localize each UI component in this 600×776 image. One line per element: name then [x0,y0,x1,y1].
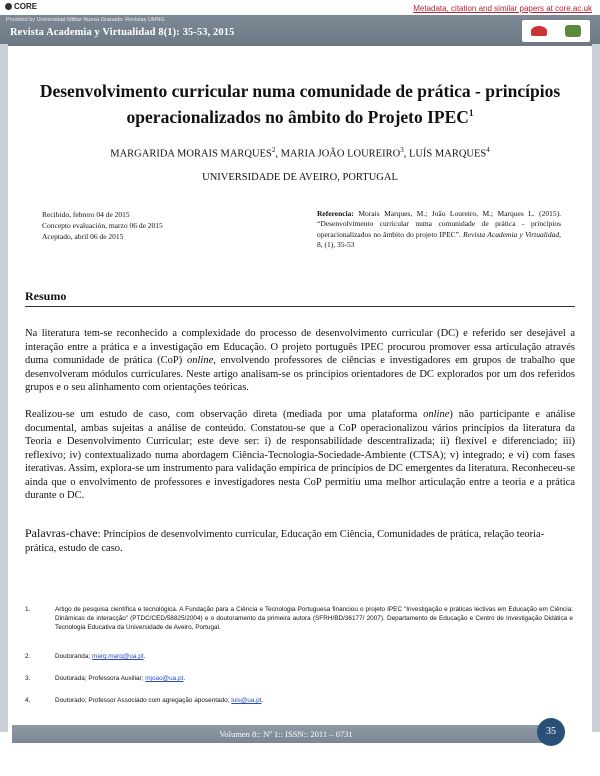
journal-logo-icon [565,25,581,37]
keywords [25,527,575,555]
reference-tail: , 8, (1), 35-53 [317,229,561,249]
footnote-number: 3. [25,675,31,682]
reference-journal: Revista Academia y Virtualidad [463,229,560,239]
abstract-p1-emphasis: online [187,355,214,366]
paper-title [20,80,580,128]
journal-header-title: Revista Academia y Virtualidad 8(1): 35-53, 2015 [10,27,235,38]
footnote-text-body: Doutorada; Professora Auxiliar; [55,675,146,682]
journal-logos [522,20,590,42]
abstract-p2-text-b: ) não participante e análise documental, ambas sujeitas a análise de conteúdo. Constatou-se que a CoP operacionalizou vários princípios da literatura da Teoria e Desenvolvimento Curricular; este deve ser: i) de responsabilidade descentralizada; ii) flexível e diferenciado; iii) reflexivo; iv) contextualizado numa abordagem Ciência-Tecnologia-Sociedade-Ambiente (CTSA); v) integrado; e vi) com fases iterativas. Assim, explora-se um instrumento para validação empírica de princípios de DC emergentes da literatura. Reconheceu-se ainda que o envolvimento de professores e investigadores nesta CoP permitiu uma melhor articulação entre a teoria e a prática durante o DC. [25,409,575,501]
abstract-p1-text-a: Na literatura tem-se reconhecido a complexidade do processo de desenvolvimento curricular (DC) e referido ser desejável a interação entre a prática e a investigação em Educação. O projeto português IPEC procurou promover essa articulação através duma comunidade de prática (CoP) [25,328,575,366]
resumo-divider [25,306,575,307]
core-logo-icon [5,3,12,10]
keywords-label: Palavras-chave [25,526,98,540]
author-3-marker: 4 [486,146,490,154]
footnote-text [55,696,573,705]
footnote-number: 4. [25,697,31,704]
citation-reference [317,209,561,250]
keywords-colon: : [97,529,104,540]
footnote-text-tail: . [261,697,264,704]
author-3: LUÍS MARQUES [408,148,487,160]
left-edge-mark [0,44,8,732]
footnote-text: Artigo de pesquisa científica e tecnológica. A Fundação para a Ciência e Tecnologia Portuguesa financiou o projeto IPEC “Investigação e práticas lectivas em Educação em Ciência: Dinâmicas de interacção” (PTDC/CED/58825/2004) e o doutoramento da primeira autora (SFRH/BD/36177/ 2007). Departamento de Educação e Centro de Investigação Didática e Tecnologia Educativa da Universidade de Aveiro, Portugal. [55,606,573,631]
reference-text: Morais Marques, M.; João Loureiro, M.; Marques L. (2015). “Desenvolvimento curricular numa comunidade de prática - princípios operacionalizados no âmbito do projeto IPEC”. [317,209,561,239]
author-1-marker: 2 [271,146,276,154]
abstract-p1-text-b: , envolvendo professores de ciências e investigadores em grupos de trabalho que desenvolveram módulos curriculares. Neste artigo analisam-se os princípios orientadores de DC explorados por um dos referidos grupos e o seu alinhamento com orientações teóricas. [25,355,575,393]
title-line-1: Desenvolvimento curricular numa comunidade de prática - princípios [39,81,561,101]
email-link[interactable]: marg.marq@ua.pt [91,653,144,660]
email-link[interactable]: mjoao@ua.pt [145,675,184,682]
date-accepted: Aceptado, abril 06 de 2015 [42,232,124,241]
authors: MARGARIDA MORAIS MARQUES$^2$, MARIA JOÃO LOUREIRO$^3$, LUÍS MARQUES$^4$ [110,146,490,160]
author-1: MARGARIDA MORAIS MARQUES [110,148,272,160]
footnote-text [55,674,573,683]
footnote-text [55,652,573,661]
core-logo[interactable] [5,2,37,11]
abstract-paragraph-2 [25,408,575,503]
date-received: Recibido, febrero 04 de 2015 [42,210,130,219]
footer-issn: Volumen 8:: Nº 1:: ISSN:: 2011 – 0731 [219,729,353,739]
abstract-p2-emphasis: online [423,409,450,420]
footnote-text-body: Doutoranda; [55,653,92,660]
core-logo-text: CORE [14,2,38,11]
core-metadata-link[interactable]: Metadata, citation and similar papers at core.ac.uk [413,4,592,13]
page-number: 35 [537,718,565,746]
footnote-text-body: Doutorado; Professor Associado com agregação aposentado; [55,697,232,704]
footnote-text-tail: . [183,675,186,682]
right-edge-mark [592,44,600,732]
reference-label: Referencia: [317,209,354,218]
article-dates [42,209,163,242]
university: UNIVERSIDADE DE AVEIRO, PORTUGAL [202,172,398,183]
abstract-paragraph-1 [25,327,575,395]
email-link[interactable]: luis@ua.pt [231,697,262,704]
footnote-number: 2. [25,653,31,660]
title-line-2: operacionalizados no âmbito do Projeto IPEC [126,106,469,127]
university-logo-icon [531,26,547,36]
abstract-p2-text-a: Realizou-se um estudo de caso, com observação direta (mediada por uma plataforma [25,409,424,420]
author-2-marker: 3 [400,146,404,154]
footnote-text-tail: . [143,653,146,660]
resumo-heading: Resumo [25,289,67,303]
author-2: MARIA JOÃO LOUREIRO [280,148,401,160]
footnote-number: 1. [25,606,31,613]
provided-by-text: Provided by Universidad Militar Nueva Granada: Revistas UMNG [6,17,165,23]
keywords-text: Princípios de desenvolvimento curricular, Educação em Ciência, Comunidades de prática, relação teoria-prática, estudo de caso. [25,529,545,554]
title-footnote-marker: 1 [468,108,474,118]
date-concept: Concepto evaluación, marzo 06 de 2015 [42,221,163,230]
